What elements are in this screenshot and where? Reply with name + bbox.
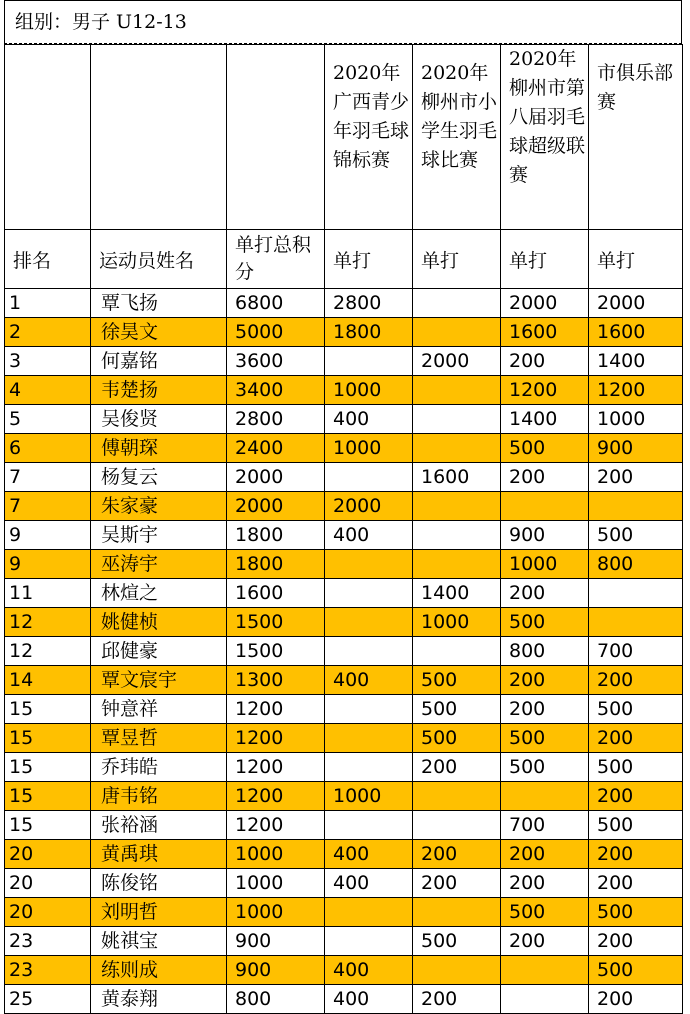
- total-points-cell: 1800: [227, 550, 325, 579]
- rank-cell: 9: [5, 550, 91, 579]
- total-points-cell: 1000: [227, 898, 325, 927]
- event-4-points-cell: 900: [589, 434, 683, 463]
- table-row: [5, 811, 683, 840]
- event-4-points-cell: 500: [589, 695, 683, 724]
- rank-cell: 15: [5, 724, 91, 753]
- event-4-points-cell: 200: [589, 985, 683, 1014]
- rank-cell: 25: [5, 985, 91, 1014]
- event-4-points-cell: 1200: [589, 376, 683, 405]
- table-row: [5, 695, 683, 724]
- rank-cell: 7: [5, 463, 91, 492]
- rank-cell: 4: [5, 376, 91, 405]
- table-row: [5, 666, 683, 695]
- total-points-cell: 1500: [227, 637, 325, 666]
- event-2-points-cell: [413, 434, 501, 463]
- total-points-cell: 1200: [227, 811, 325, 840]
- rank-cell: 1: [5, 289, 91, 318]
- event-3-points-cell: 500: [501, 608, 589, 637]
- event-1-points-cell: 400: [325, 985, 413, 1014]
- total-points-cell: 1000: [227, 869, 325, 898]
- event-3-points-cell: 1600: [501, 318, 589, 347]
- event-4-points-cell: 500: [589, 521, 683, 550]
- event-2-points-cell: [413, 405, 501, 434]
- athlete-name-cell: 黄泰翔: [91, 985, 227, 1014]
- athlete-name-cell: 刘明哲: [91, 898, 227, 927]
- header-blank-name: [91, 45, 227, 230]
- event-1-points-cell: [325, 753, 413, 782]
- event-2-points-cell: [413, 289, 501, 318]
- total-points-cell: 1200: [227, 753, 325, 782]
- rank-cell: 3: [5, 347, 91, 376]
- rank-cell: 12: [5, 608, 91, 637]
- event-1-points-cell: [325, 724, 413, 753]
- event-2-points-cell: [413, 492, 501, 521]
- total-points-cell: 1500: [227, 608, 325, 637]
- rank-cell: 9: [5, 521, 91, 550]
- athlete-name-cell: 钟意祥: [91, 695, 227, 724]
- event-4-points-cell: [589, 492, 683, 521]
- event-4-points-cell: 1400: [589, 347, 683, 376]
- group-label: 组别：男子 U12-13: [4, 0, 682, 44]
- column-header-singles-3: 单打: [501, 230, 589, 289]
- column-header-singles-4: 单打: [589, 230, 683, 289]
- event-2-points-cell: [413, 521, 501, 550]
- total-points-cell: 900: [227, 956, 325, 985]
- event-2-points-cell: [413, 782, 501, 811]
- event-2-points-cell: 500: [413, 666, 501, 695]
- event-header-3: 2020年柳州市第八届羽毛球超级联赛: [501, 45, 589, 230]
- event-1-points-cell: 400: [325, 521, 413, 550]
- column-header-athlete: 运动员姓名: [91, 230, 227, 289]
- event-1-points-cell: 2000: [325, 492, 413, 521]
- event-3-points-cell: 200: [501, 840, 589, 869]
- total-points-cell: 1200: [227, 695, 325, 724]
- athlete-name-cell: 吴俊贤: [91, 405, 227, 434]
- athlete-name-cell: 姚健桢: [91, 608, 227, 637]
- event-header-4: 市俱乐部赛: [589, 45, 683, 230]
- header-blank-total: [227, 45, 325, 230]
- event-1-points-cell: 1800: [325, 318, 413, 347]
- table-row: [5, 608, 683, 637]
- total-points-cell: 3600: [227, 347, 325, 376]
- table-row: [5, 753, 683, 782]
- rank-cell: 23: [5, 927, 91, 956]
- event-1-points-cell: 400: [325, 956, 413, 985]
- total-points-cell: 1300: [227, 666, 325, 695]
- table-row: [5, 782, 683, 811]
- event-1-points-cell: 1000: [325, 434, 413, 463]
- event-4-points-cell: 800: [589, 550, 683, 579]
- event-4-points-cell: 500: [589, 956, 683, 985]
- event-2-points-cell: 1600: [413, 463, 501, 492]
- event-1-points-cell: 400: [325, 840, 413, 869]
- event-1-points-cell: [325, 811, 413, 840]
- event-2-points-cell: 500: [413, 695, 501, 724]
- event-3-points-cell: 1400: [501, 405, 589, 434]
- event-3-points-cell: 200: [501, 695, 589, 724]
- event-3-points-cell: 200: [501, 927, 589, 956]
- athlete-name-cell: 林煊之: [91, 579, 227, 608]
- event-2-points-cell: 500: [413, 724, 501, 753]
- rank-cell: 23: [5, 956, 91, 985]
- table-row: [5, 898, 683, 927]
- table-row: [5, 956, 683, 985]
- event-4-points-cell: 500: [589, 811, 683, 840]
- athlete-name-cell: 徐昊文: [91, 318, 227, 347]
- event-3-points-cell: 200: [501, 666, 589, 695]
- event-3-points-cell: 1200: [501, 376, 589, 405]
- event-4-points-cell: 200: [589, 782, 683, 811]
- column-header-singles-2: 单打: [413, 230, 501, 289]
- event-2-points-cell: 200: [413, 753, 501, 782]
- header-blank-rank: [5, 45, 91, 230]
- athlete-name-cell: 傅朝琛: [91, 434, 227, 463]
- table-row: [5, 927, 683, 956]
- table-row: [5, 347, 683, 376]
- event-4-points-cell: 1000: [589, 405, 683, 434]
- event-4-points-cell: 200: [589, 463, 683, 492]
- event-2-points-cell: 500: [413, 927, 501, 956]
- event-3-points-cell: [501, 956, 589, 985]
- event-2-points-cell: [413, 637, 501, 666]
- table-row: [5, 550, 683, 579]
- table-row: [5, 985, 683, 1014]
- total-points-cell: 800: [227, 985, 325, 1014]
- rank-cell: 15: [5, 811, 91, 840]
- table-row: [5, 318, 683, 347]
- event-header-1: 2020年广西青少年羽毛球锦标赛: [325, 45, 413, 230]
- event-2-points-cell: [413, 956, 501, 985]
- table-row: [5, 724, 683, 753]
- athlete-name-cell: 姚祺宝: [91, 927, 227, 956]
- table-row: [5, 463, 683, 492]
- ranking-sheet: [4, 0, 682, 1014]
- event-1-points-cell: [325, 927, 413, 956]
- event-4-points-cell: 200: [589, 869, 683, 898]
- athlete-name-cell: 黄禹琪: [91, 840, 227, 869]
- total-points-cell: 5000: [227, 318, 325, 347]
- rank-cell: 15: [5, 782, 91, 811]
- total-points-cell: 2000: [227, 463, 325, 492]
- rank-cell: 5: [5, 405, 91, 434]
- table-row: [5, 579, 683, 608]
- event-2-points-cell: 2000: [413, 347, 501, 376]
- event-1-points-cell: [325, 695, 413, 724]
- total-points-cell: 1600: [227, 579, 325, 608]
- event-2-points-cell: 200: [413, 869, 501, 898]
- event-3-points-cell: 500: [501, 898, 589, 927]
- event-2-points-cell: 1400: [413, 579, 501, 608]
- rank-cell: 15: [5, 695, 91, 724]
- event-2-points-cell: 200: [413, 985, 501, 1014]
- athlete-name-cell: 韦楚扬: [91, 376, 227, 405]
- rank-cell: 2: [5, 318, 91, 347]
- event-4-points-cell: 2000: [589, 289, 683, 318]
- event-3-points-cell: 800: [501, 637, 589, 666]
- total-points-cell: 6800: [227, 289, 325, 318]
- athlete-name-cell: 邱健豪: [91, 637, 227, 666]
- total-points-cell: 2000: [227, 492, 325, 521]
- event-1-points-cell: 1000: [325, 782, 413, 811]
- ranking-table: [4, 44, 683, 1014]
- athlete-name-cell: 朱家豪: [91, 492, 227, 521]
- rank-cell: 15: [5, 753, 91, 782]
- event-3-points-cell: 200: [501, 347, 589, 376]
- event-4-points-cell: 700: [589, 637, 683, 666]
- athlete-name-cell: 陈俊铭: [91, 869, 227, 898]
- table-row: [5, 869, 683, 898]
- table-row: [5, 492, 683, 521]
- event-2-points-cell: [413, 898, 501, 927]
- event-4-points-cell: [589, 608, 683, 637]
- event-1-points-cell: 400: [325, 666, 413, 695]
- rank-cell: 7: [5, 492, 91, 521]
- total-points-cell: 2800: [227, 405, 325, 434]
- athlete-name-cell: 覃文宸宇: [91, 666, 227, 695]
- event-3-points-cell: 500: [501, 753, 589, 782]
- rank-cell: 20: [5, 898, 91, 927]
- total-points-cell: 2400: [227, 434, 325, 463]
- rank-cell: 20: [5, 840, 91, 869]
- athlete-name-cell: 何嘉铭: [91, 347, 227, 376]
- event-3-points-cell: [501, 985, 589, 1014]
- column-header-row: [5, 230, 683, 289]
- event-4-points-cell: 500: [589, 753, 683, 782]
- event-1-points-cell: [325, 347, 413, 376]
- event-4-points-cell: 200: [589, 666, 683, 695]
- rank-cell: 12: [5, 637, 91, 666]
- event-3-points-cell: 900: [501, 521, 589, 550]
- rank-cell: 14: [5, 666, 91, 695]
- event-3-points-cell: [501, 492, 589, 521]
- rank-cell: 20: [5, 869, 91, 898]
- event-1-points-cell: [325, 898, 413, 927]
- event-3-points-cell: 200: [501, 579, 589, 608]
- event-3-points-cell: [501, 782, 589, 811]
- event-4-points-cell: 200: [589, 724, 683, 753]
- table-row: [5, 405, 683, 434]
- total-points-cell: 900: [227, 927, 325, 956]
- event-4-points-cell: 200: [589, 927, 683, 956]
- athlete-name-cell: 练则成: [91, 956, 227, 985]
- event-1-points-cell: 400: [325, 405, 413, 434]
- event-1-points-cell: 1000: [325, 376, 413, 405]
- event-3-points-cell: 2000: [501, 289, 589, 318]
- table-row: [5, 289, 683, 318]
- event-1-points-cell: [325, 463, 413, 492]
- event-4-points-cell: 1600: [589, 318, 683, 347]
- event-2-points-cell: [413, 318, 501, 347]
- column-header-total: 单打总积分: [227, 230, 325, 289]
- event-2-points-cell: [413, 376, 501, 405]
- event-2-points-cell: [413, 550, 501, 579]
- athlete-name-cell: 张裕涵: [91, 811, 227, 840]
- event-2-points-cell: [413, 811, 501, 840]
- athlete-name-cell: 唐韦铭: [91, 782, 227, 811]
- table-row: [5, 637, 683, 666]
- athlete-name-cell: 乔玮皓: [91, 753, 227, 782]
- event-3-points-cell: 700: [501, 811, 589, 840]
- table-row: [5, 376, 683, 405]
- total-points-cell: 1200: [227, 782, 325, 811]
- event-1-points-cell: [325, 579, 413, 608]
- event-4-points-cell: [589, 579, 683, 608]
- event-2-points-cell: 200: [413, 840, 501, 869]
- column-header-singles-1: 单打: [325, 230, 413, 289]
- event-1-points-cell: [325, 637, 413, 666]
- event-1-points-cell: [325, 550, 413, 579]
- event-header-row: [5, 45, 683, 230]
- event-3-points-cell: 500: [501, 434, 589, 463]
- rank-cell: 11: [5, 579, 91, 608]
- athlete-name-cell: 覃昱哲: [91, 724, 227, 753]
- event-3-points-cell: 1000: [501, 550, 589, 579]
- event-1-points-cell: [325, 608, 413, 637]
- event-4-points-cell: 500: [589, 898, 683, 927]
- event-3-points-cell: 500: [501, 724, 589, 753]
- event-2-points-cell: 1000: [413, 608, 501, 637]
- table-row: [5, 840, 683, 869]
- athlete-name-cell: 覃飞扬: [91, 289, 227, 318]
- event-3-points-cell: 200: [501, 463, 589, 492]
- event-header-2: 2020年柳州市小学生羽毛球比赛: [413, 45, 501, 230]
- total-points-cell: 1800: [227, 521, 325, 550]
- total-points-cell: 1200: [227, 724, 325, 753]
- athlete-name-cell: 巫涛宇: [91, 550, 227, 579]
- athlete-name-cell: 杨复云: [91, 463, 227, 492]
- event-3-points-cell: 200: [501, 869, 589, 898]
- table-row: [5, 521, 683, 550]
- event-4-points-cell: 200: [589, 840, 683, 869]
- table-row: [5, 434, 683, 463]
- rank-cell: 6: [5, 434, 91, 463]
- column-header-rank: 排名: [5, 230, 91, 289]
- event-1-points-cell: 400: [325, 869, 413, 898]
- athlete-name-cell: 吴斯宇: [91, 521, 227, 550]
- event-1-points-cell: 2800: [325, 289, 413, 318]
- total-points-cell: 3400: [227, 376, 325, 405]
- total-points-cell: 1000: [227, 840, 325, 869]
